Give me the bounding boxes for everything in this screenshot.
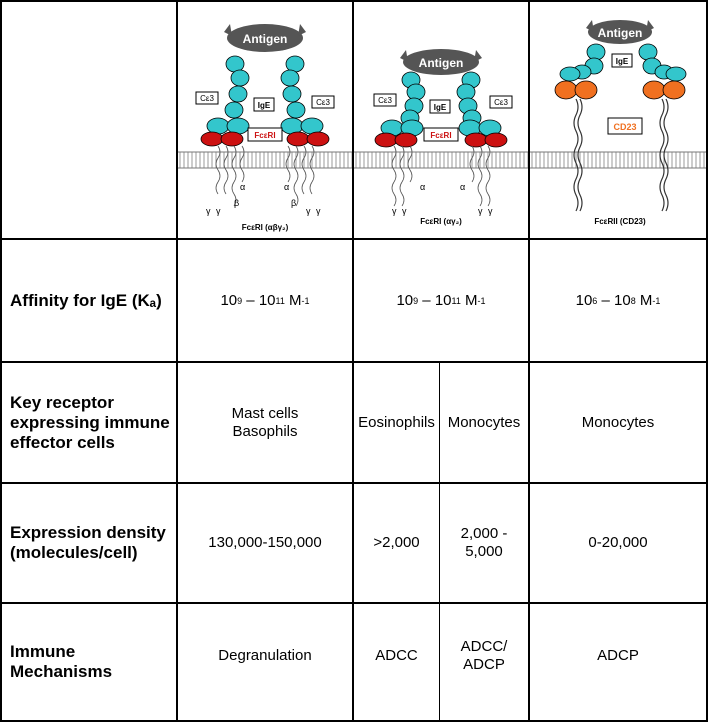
cell-text: Eosinophils xyxy=(358,413,435,431)
density-fceri-ag2-a xyxy=(354,484,439,602)
alpha-label-left: α xyxy=(420,182,426,192)
ige-label: IgE xyxy=(433,103,447,112)
cell-line: ADCP xyxy=(463,656,505,673)
affinity-exp: 8 xyxy=(630,295,636,306)
cell-membrane xyxy=(178,152,352,168)
cell-text: 0-20,000 xyxy=(588,534,648,551)
gamma-label-2: γ xyxy=(216,206,221,216)
affinity-sep: – xyxy=(242,291,259,309)
beta-label-right: β xyxy=(291,198,297,208)
mechanisms-fceri-abg2 xyxy=(178,604,352,708)
diagram-caption: FcεRI (αγ₂) xyxy=(420,217,462,226)
cell-line: Mast cells xyxy=(231,404,299,422)
row-header-mechanisms xyxy=(2,604,176,720)
affinity-base: 10 xyxy=(258,291,276,309)
row-header-affinity xyxy=(2,240,176,361)
affinity-fcerii xyxy=(530,240,706,361)
affinity-base: 10 xyxy=(434,291,452,309)
affinity-unit-exp: -1 xyxy=(652,295,661,306)
density-fceri-abg2 xyxy=(178,484,352,602)
cell-membrane xyxy=(530,152,706,168)
cell-text: Degranulation xyxy=(218,647,312,664)
fcerii-cd23-diagram xyxy=(530,2,706,238)
cell-text: Monocytes xyxy=(447,413,521,431)
gamma-label-4: γ xyxy=(316,206,321,216)
ige-label: IgE xyxy=(615,57,629,66)
mechanisms-fcerii xyxy=(530,604,706,708)
cells-fceri-ag2-b xyxy=(440,363,528,482)
density-fceri-ag2-b xyxy=(440,484,528,602)
affinity-unit-exp: -1 xyxy=(477,295,486,306)
row-header-text: Expression density (molecules/cell) xyxy=(10,523,166,562)
cells-fcerii xyxy=(530,363,706,482)
affinity-sep: – xyxy=(597,291,614,309)
cell-line: Basophils xyxy=(232,422,298,440)
gamma-label-2: γ xyxy=(402,206,407,216)
affinity-sep: – xyxy=(418,291,435,309)
affinity-base: 10 xyxy=(396,291,414,309)
cell-line: 5,000 xyxy=(465,543,503,560)
gamma-label-4: γ xyxy=(488,206,493,216)
affinity-unit: M xyxy=(284,291,302,309)
receptor-box-label: FcεRI xyxy=(254,131,276,140)
fceri-abg2-diagram xyxy=(178,2,352,238)
alpha-label-right: α xyxy=(460,182,466,192)
beta-label-left: β xyxy=(234,198,240,208)
cell-text: Monocytes xyxy=(581,413,655,431)
antigen-label: Antigen xyxy=(242,32,288,46)
affinity-fceri-ag2 xyxy=(354,240,528,361)
cell-membrane xyxy=(354,152,528,168)
antigen-label: Antigen xyxy=(597,26,643,40)
affinity-fceri-abg2 xyxy=(178,240,352,361)
diagram-caption: FcεRI (αβγ₂) xyxy=(241,223,289,232)
row-header-text: Immune Mechanisms xyxy=(10,642,113,681)
c3-right-label: Cε3 xyxy=(494,98,508,107)
cell-line: ADCC/ xyxy=(460,638,508,655)
affinity-exp: 11 xyxy=(275,295,285,306)
cell-text: 130,000-150,000 xyxy=(208,534,322,551)
gamma-label-3: γ xyxy=(478,206,483,216)
density-fcerii xyxy=(530,484,706,602)
affinity-unit: M xyxy=(635,291,653,309)
cell-text: ADCP xyxy=(597,647,639,664)
affinity-base: 10 xyxy=(614,291,631,309)
row-header-text: Key receptor expressing immune effector cells xyxy=(10,392,170,452)
gamma-label-3: γ xyxy=(306,206,311,216)
row-header-cells xyxy=(2,363,176,482)
mechanisms-fceri-ag2-b xyxy=(440,604,528,708)
mechanisms-fceri-ag2-a xyxy=(354,604,439,708)
affinity-base: 10 xyxy=(575,291,593,309)
row-header-density xyxy=(2,484,176,602)
affinity-base: 10 xyxy=(220,291,238,309)
cells-fceri-ag2-a xyxy=(354,363,439,482)
cell-line: 2,000 - xyxy=(460,525,508,542)
c3-left-label: Cε3 xyxy=(200,94,214,103)
affinity-exp: 6 xyxy=(592,295,598,306)
affinity-exp: 9 xyxy=(237,295,243,306)
row-header-text: Affinity for IgE (Kₐ) xyxy=(10,290,162,310)
affinity-exp: 11 xyxy=(451,295,461,306)
fceri-ag2-diagram xyxy=(354,2,528,238)
receptor-box-label: CD23 xyxy=(613,122,637,132)
cell-text: >2,000 xyxy=(373,534,420,551)
gamma-label-1: γ xyxy=(392,206,397,216)
diagram-caption: FcεRII (CD23) xyxy=(594,217,646,226)
alpha-label-left: α xyxy=(240,182,246,192)
receptor-box-label: FcεRI xyxy=(430,131,452,140)
affinity-unit-exp: -1 xyxy=(301,295,310,306)
alpha-label-right: α xyxy=(284,182,290,192)
affinity-exp: 9 xyxy=(413,295,419,306)
affinity-unit: M xyxy=(460,291,478,309)
cells-fceri-abg2 xyxy=(178,363,352,482)
ige-label: IgE xyxy=(257,101,271,110)
gamma-label-1: γ xyxy=(206,206,211,216)
c3-left-label: Cε3 xyxy=(378,96,392,105)
antigen-label: Antigen xyxy=(418,56,464,70)
cell-text: ADCC xyxy=(375,647,418,664)
c3-right-label: Cε3 xyxy=(316,98,330,107)
